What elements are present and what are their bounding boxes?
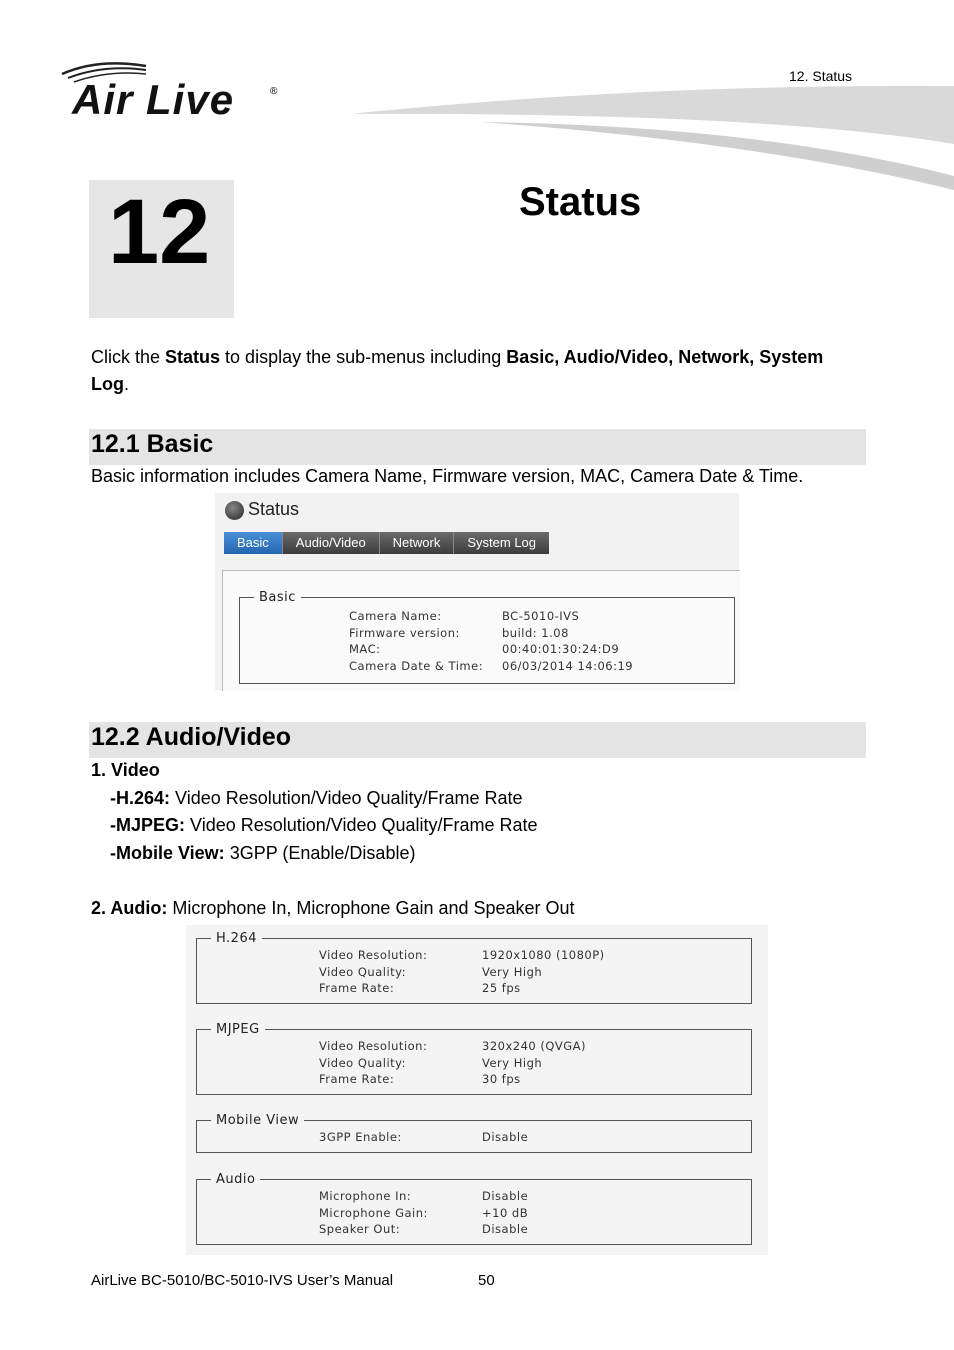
h264-values	[482, 947, 605, 997]
intro-paragraph: Click the Status to display the sub-menus including Basic, Audio/Video, Network, System Log.	[91, 347, 824, 394]
audio-labels	[319, 1188, 428, 1238]
firmware-version-value: build: 1.08	[502, 625, 569, 640]
mac-label: MAC:	[349, 642, 381, 656]
microphone-gain-value: +10 dB	[482, 1205, 529, 1220]
mjpeg-labels	[319, 1038, 427, 1088]
microphone-in-label: Microphone In:	[319, 1189, 412, 1203]
video-resolution-value: 1920x1080 (1080P)	[482, 948, 605, 962]
status-tab-bar	[224, 532, 549, 554]
firmware-version-label: Firmware version:	[349, 625, 460, 640]
basic-group	[239, 590, 735, 684]
video-quality-label: Video Quality:	[319, 1055, 407, 1070]
video-heading: 1. Video	[91, 760, 160, 780]
decorative-swoosh	[340, 84, 954, 194]
basic-values	[502, 608, 633, 674]
video-quality-value: Very High	[482, 964, 543, 979]
audio-item: 2. Audio: Microphone In, Microphone Gain and Speaker Out	[91, 898, 575, 918]
tab-audio-video[interactable]: Audio/Video	[283, 532, 380, 554]
status-panel-title: Status	[248, 499, 300, 519]
mjpeg-group-label: MJPEG	[216, 1022, 260, 1037]
h264-item: -H.264: Video Resolution/Video Quality/Frame Rate	[110, 788, 523, 808]
mac-value: 00:40:01:30:24:D9	[502, 642, 620, 656]
mobile-view-group-label: Mobile View	[216, 1113, 300, 1128]
chapter-number: 12	[108, 181, 211, 283]
mjpeg-group	[196, 1022, 752, 1095]
tab-system-log[interactable]: System Log	[467, 535, 537, 550]
registered-mark: ®	[270, 86, 278, 97]
video-resolution-value: 320x240 (QVGA)	[482, 1039, 587, 1053]
tab-network[interactable]: Network	[380, 532, 455, 554]
h264-group-label: H.264	[216, 931, 257, 946]
section-title-basic: 12.1 Basic	[91, 430, 214, 458]
airlive-logo: Air Live	[72, 76, 235, 123]
audio-group	[196, 1172, 752, 1245]
video-quality-label: Video Quality:	[319, 964, 407, 979]
page-number: 50	[478, 1272, 495, 1289]
mobile-view-group	[196, 1113, 752, 1153]
footer-manual-title: AirLive BC-5010/BC-5010-IVS User’s Manual	[91, 1272, 394, 1289]
audio-values	[482, 1188, 528, 1238]
video-quality-value: Very High	[482, 1055, 543, 1070]
3gpp-enable-value: Disable	[482, 1130, 529, 1144]
video-resolution-label: Video Resolution:	[319, 1039, 428, 1053]
mjpeg-item: -MJPEG: Video Resolution/Video Quality/Frame Rate	[110, 815, 538, 835]
basic-labels	[349, 608, 483, 674]
video-resolution-label: Video Resolution:	[319, 948, 428, 962]
basic-group-label: Basic	[259, 590, 296, 605]
running-header: 12. Status	[789, 68, 853, 84]
frame-rate-label: Frame Rate:	[319, 981, 395, 995]
audio-group-label: Audio	[216, 1172, 256, 1187]
speaker-out-value: Disable	[482, 1222, 529, 1236]
status-icon	[225, 501, 244, 520]
chapter-title: Status	[519, 180, 642, 224]
h264-labels	[319, 947, 427, 997]
tab-basic[interactable]: Basic	[224, 532, 283, 554]
basic-description: Basic information includes Camera Name, Firmware version, MAC, Camera Date & Time.	[91, 466, 804, 486]
microphone-in-value: Disable	[482, 1189, 529, 1203]
frame-rate-value: 30 fps	[482, 1072, 521, 1086]
h264-group	[196, 931, 752, 1004]
speaker-out-label: Speaker Out:	[319, 1222, 401, 1236]
camera-date-time-value: 06/03/2014 14:06:19	[502, 658, 634, 673]
mjpeg-values	[482, 1038, 586, 1088]
3gpp-enable-label: 3GPP Enable:	[319, 1130, 402, 1144]
mobile-view-item: -Mobile View: 3GPP (Enable/Disable)	[110, 843, 416, 863]
camera-name-value: BC-5010-IVS	[502, 609, 580, 623]
frame-rate-value: 25 fps	[482, 981, 521, 995]
microphone-gain-label: Microphone Gain:	[319, 1205, 428, 1220]
frame-rate-label: Frame Rate:	[319, 1072, 395, 1086]
camera-date-time-label: Camera Date & Time:	[349, 658, 484, 673]
section-title-audio-video: 12.2 Audio/Video	[91, 723, 292, 751]
camera-name-label: Camera Name:	[349, 609, 442, 623]
